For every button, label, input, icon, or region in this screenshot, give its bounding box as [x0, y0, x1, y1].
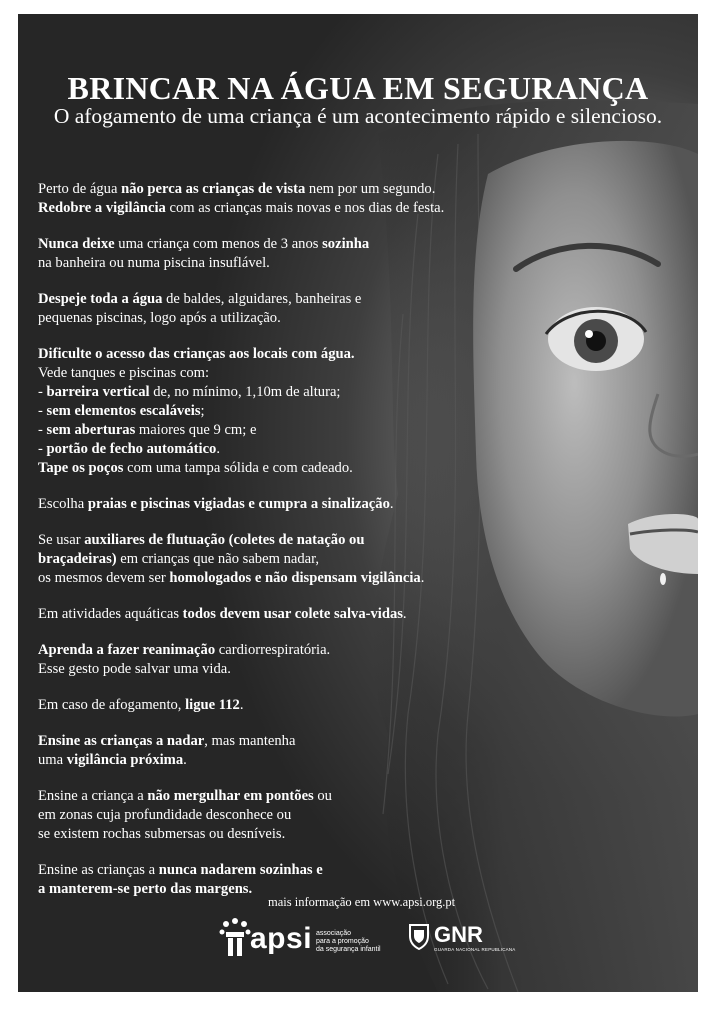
tip-emphasis: portão de fecho automático: [46, 441, 217, 457]
safety-tip: [38, 641, 508, 679]
tip-emphasis: Tape os poços: [38, 460, 124, 476]
gnr-tagline: GUARDA NACIONAL REPUBLICANA: [434, 947, 516, 952]
tip-emphasis: braçadeiras): [38, 551, 117, 567]
gnr-logo: [408, 922, 518, 958]
tip-line: [38, 641, 508, 660]
tip-text: -: [38, 441, 47, 457]
poster-subtitle: O afogamento de uma criança é um acontecimento rápido e silencioso.: [53, 104, 663, 128]
safety-tips-list: [38, 180, 508, 916]
tip-line: [38, 364, 508, 383]
tip-line: [38, 180, 508, 199]
tip-text: uma criança com menos de 3 anos: [114, 236, 323, 252]
tip-text: Escolha: [38, 496, 88, 512]
tip-line: [38, 495, 508, 514]
tip-text: Ensine a criança a: [38, 788, 148, 804]
tip-text: com as crianças mais novas e nos dias de festa.: [165, 200, 445, 216]
safety-tip: [38, 235, 508, 273]
tip-emphasis: Aprenda a fazer reanimação: [38, 642, 216, 658]
tip-emphasis: vigilância próxima: [66, 752, 184, 768]
safety-tip: [38, 605, 508, 624]
safety-tip: [38, 290, 508, 328]
tip-line: [38, 459, 508, 478]
tip-emphasis: Redobre a vigilância: [38, 200, 166, 216]
tip-emphasis: não perca as crianças de vista: [121, 181, 306, 197]
tip-line: [38, 732, 508, 751]
tip-emphasis: praias e piscinas vigiadas e cumpra a sinalização: [87, 496, 390, 512]
tip-text: -: [38, 422, 47, 438]
tip-text: .: [239, 697, 244, 713]
safety-tip: [38, 861, 508, 899]
tip-text: .: [389, 496, 394, 512]
tip-line: [38, 254, 508, 273]
tip-text: cardiorrespiratória.: [215, 642, 331, 658]
tip-line: [38, 605, 508, 624]
tip-emphasis: a manterem-se perto das margens.: [38, 881, 253, 897]
tip-line: [38, 531, 508, 550]
tip-text: na banheira ou numa piscina insuflável.: [38, 255, 270, 271]
poster: [18, 14, 698, 992]
tip-line: [38, 402, 508, 421]
tip-emphasis: Dificulte o acesso das crianças aos locais com água.: [38, 346, 355, 362]
apsi-name: apsi: [250, 922, 313, 955]
tip-emphasis: homologados e não dispensam vigilância: [169, 570, 421, 586]
apsi-logo: [218, 916, 381, 960]
tip-line: [38, 696, 508, 715]
tip-text: -: [38, 403, 47, 419]
tip-line: [38, 345, 508, 364]
tip-emphasis: sem elementos escaláveis: [46, 403, 201, 419]
tip-text: -: [38, 384, 47, 400]
tip-line: [38, 383, 508, 402]
tip-line: [38, 235, 508, 254]
tip-text: Ensine as crianças a: [38, 862, 159, 878]
tip-text: Esse gesto pode salvar uma vida.: [38, 661, 231, 677]
tip-line: [38, 861, 508, 880]
tip-text: com uma tampa sólida e com cadeado.: [123, 460, 353, 476]
safety-tip: [38, 345, 508, 478]
safety-tip: [38, 495, 508, 514]
tip-text: ou: [313, 788, 332, 804]
tip-text: em zonas cuja profundidade desconhece ou: [38, 807, 292, 823]
tip-emphasis: auxiliares de flutuação (coletes de natação ou: [84, 532, 365, 548]
tip-text: .: [216, 441, 220, 457]
tip-line: [38, 569, 508, 588]
tip-line: [38, 660, 508, 679]
tip-line: [38, 440, 508, 459]
tip-emphasis: sem aberturas: [46, 422, 136, 438]
tip-text: de baldes, alguidares, banheiras e: [162, 291, 362, 307]
tip-text: maiores que 9 cm; e: [135, 422, 257, 438]
tip-text: Perto de água: [38, 181, 122, 197]
safety-tip: [38, 696, 508, 715]
tip-text: pequenas piscinas, logo após a utilização.: [38, 310, 281, 326]
tip-line: [38, 421, 508, 440]
gnr-name: GNR: [434, 922, 483, 947]
tip-line: [38, 199, 508, 218]
apsi-logo-icon: [218, 918, 252, 958]
tip-emphasis: não mergulhar em pontões: [147, 788, 314, 804]
tip-line: [38, 806, 508, 825]
tip-text: Vede tanques e piscinas com:: [38, 365, 210, 381]
tip-text: uma: [38, 752, 67, 768]
tip-emphasis: nunca nadarem sozinhas e: [158, 862, 323, 878]
tip-text: se existem rochas submersas ou desníveis.: [38, 826, 286, 842]
safety-tip: [38, 531, 508, 588]
tip-line: [38, 309, 508, 328]
poster-title: BRINCAR NA ÁGUA EM SEGURANÇA: [67, 70, 649, 106]
tip-emphasis: ligue 112: [185, 697, 240, 713]
tip-text: ;: [200, 403, 205, 419]
tip-text: Em atividades aquáticas: [38, 606, 183, 622]
tip-text: .: [402, 606, 407, 622]
tip-text: Em caso de afogamento,: [38, 697, 186, 713]
apsi-tagline: associação para a promoção da segurança infantil: [316, 930, 381, 953]
tip-emphasis: Ensine as crianças a nadar: [38, 733, 205, 749]
safety-tip: [38, 787, 508, 844]
tip-line: [38, 787, 508, 806]
tip-line: [38, 825, 508, 844]
tip-emphasis: Despeje toda a água: [38, 291, 163, 307]
tip-text: nem por um segundo.: [305, 181, 436, 197]
tip-text: .: [420, 570, 425, 586]
tip-text: de, no mínimo, 1,10m de altura;: [149, 384, 341, 400]
safety-tip: [38, 180, 508, 218]
tip-line: [38, 290, 508, 309]
tip-line: [38, 550, 508, 569]
tip-text: Se usar: [38, 532, 85, 548]
tip-line: [38, 751, 508, 770]
tip-text: .: [183, 752, 187, 768]
safety-tip: [38, 732, 508, 770]
tip-emphasis: sozinha: [322, 236, 370, 252]
tip-text: em crianças que não sabem nadar,: [116, 551, 320, 567]
gnr-crest-icon: [408, 922, 430, 950]
more-info-text: mais informação em www.apsi.org.pt: [268, 895, 456, 909]
tip-text: os mesmos devem ser: [38, 570, 170, 586]
tip-emphasis: barreira vertical: [46, 384, 150, 400]
tip-text: , mas mantenha: [204, 733, 296, 749]
tip-emphasis: todos devem usar colete salva-vidas: [182, 606, 403, 622]
tip-emphasis: Nunca deixe: [38, 236, 115, 252]
